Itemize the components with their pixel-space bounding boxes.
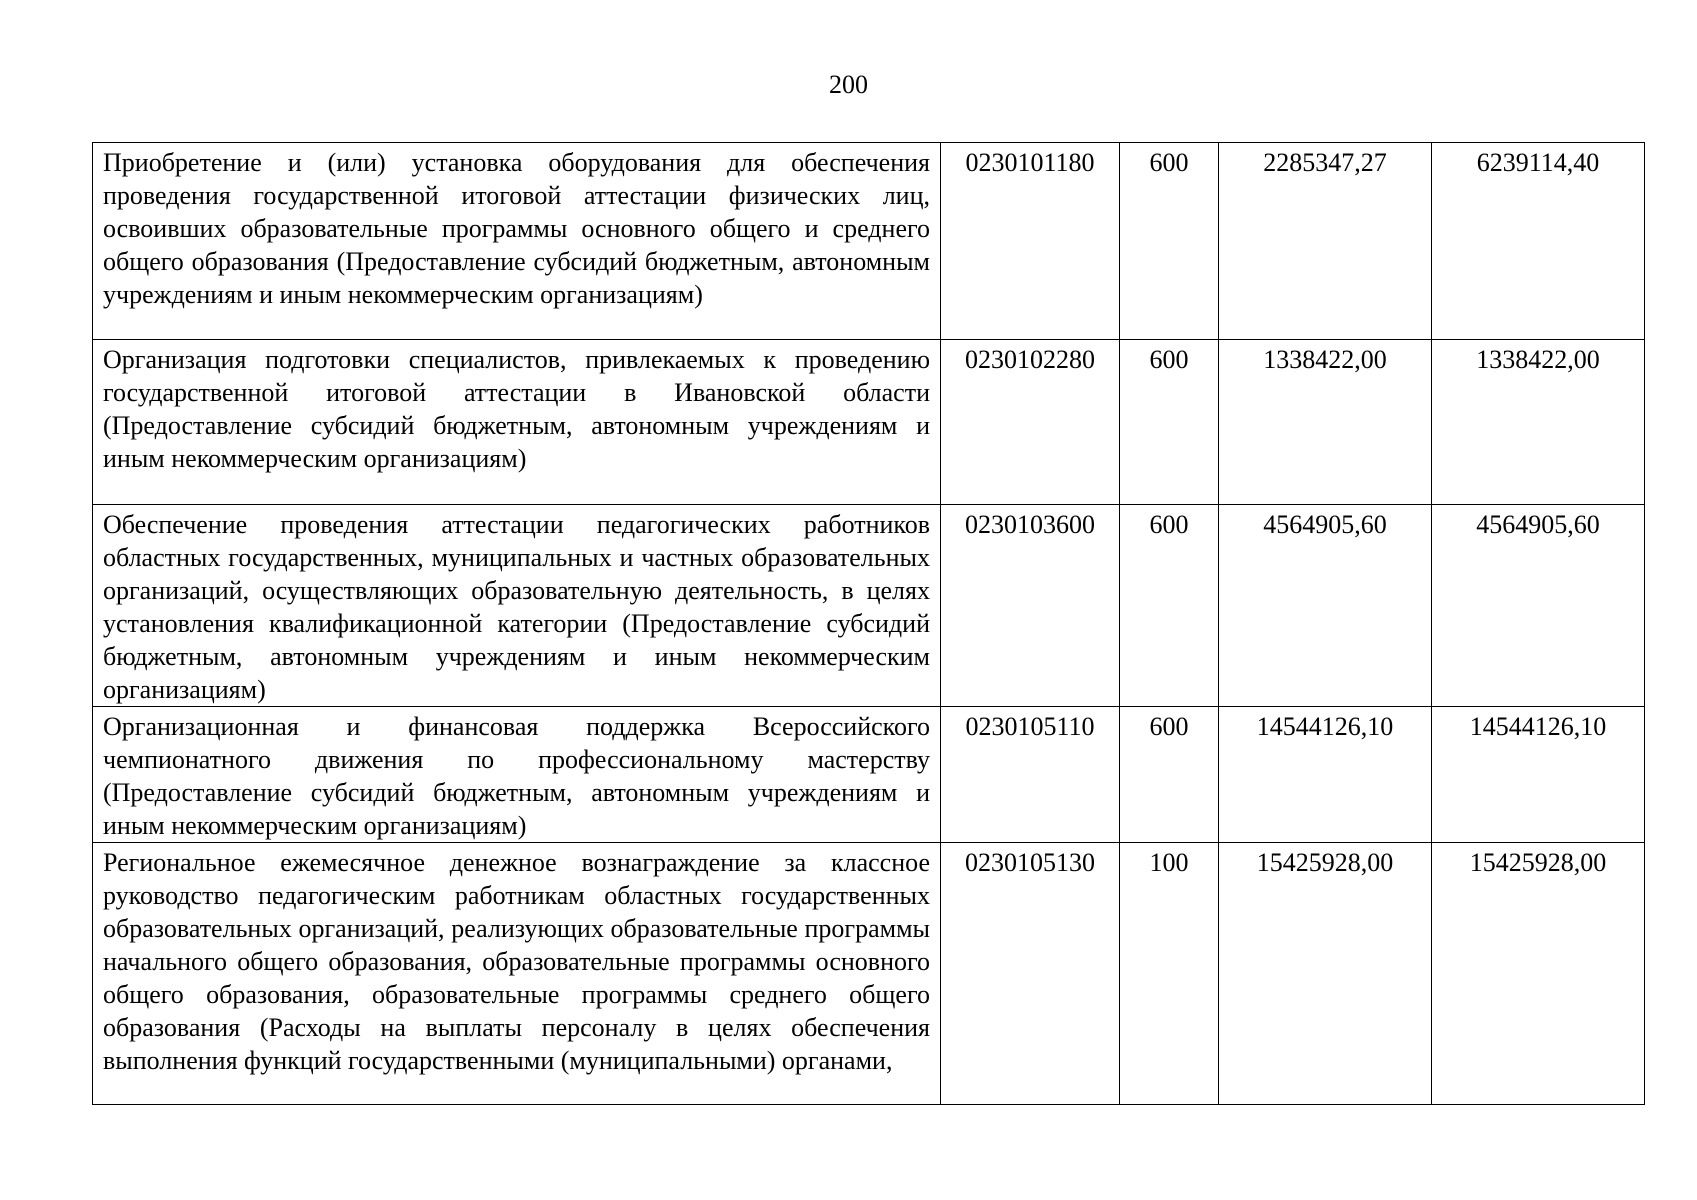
row-amount-2: 4564905,60: [1432, 505, 1645, 707]
row-amount-2: 1338422,00: [1432, 340, 1645, 505]
row-description: Приобретение и (или) установка оборудования для обеспечения проведения государственной итоговой аттестации физических лиц, освоивших образовательные программы основного общего и среднего общего образования (Предоставление субсидий бюджетным, автономным учреждениям и иным некоммерческим организациям): [93, 143, 941, 340]
row-description: Организационная и финансовая поддержка Всероссийского чемпионатного движения по профессиональному мастерству (Предоставление субсидий бюджетным, автономным учреждениям и иным некоммерческим организациям): [93, 707, 941, 843]
budget-table: [92, 142, 1645, 1105]
row-amount-1: 4564905,60: [1219, 505, 1432, 707]
row-type: 600: [1120, 143, 1219, 340]
row-amount-1: 2285347,27: [1219, 143, 1432, 340]
row-code: 0230103600: [941, 505, 1120, 707]
row-type: 600: [1120, 505, 1219, 707]
row-code: 0230102280: [941, 340, 1120, 505]
table-row: [93, 843, 1645, 1105]
row-amount-2: 6239114,40: [1432, 143, 1645, 340]
table-row: [93, 340, 1645, 505]
row-amount-1: 1338422,00: [1219, 340, 1432, 505]
row-description: Обеспечение проведения аттестации педагогических работников областных государственных, муниципальных и частных образовательных организаций, осуществляющих образовательную деятельность, в целях установления квалификационной категории (Предоставление субсидий бюджетным, автономным учреждениям и иным некоммерческим организациям): [93, 505, 941, 707]
row-amount-2: 14544126,10: [1432, 707, 1645, 843]
row-description: Организация подготовки специалистов, привлекаемых к проведению государственной итоговой аттестации в Ивановской области (Предоставление субсидий бюджетным, автономным учреждениям и иным некоммерческим организациям): [93, 340, 941, 505]
table-row: [93, 505, 1645, 707]
row-amount-1: 15425928,00: [1219, 843, 1432, 1105]
row-type: 600: [1120, 340, 1219, 505]
row-amount-2: 15425928,00: [1432, 843, 1645, 1105]
row-code: 0230105130: [941, 843, 1120, 1105]
row-code: 0230105110: [941, 707, 1120, 843]
table-row: [93, 143, 1645, 340]
row-description: Региональное ежемесячное денежное вознаграждение за классное руководство педагогическим работникам областных государственных образовательных организаций, реализующих образовательные программы начального общего образования, образовательные программы основного общего образования, образовательные программы среднего общего образования (Расходы на выплаты персоналу в целях обеспечения выполнения функций государственными (муниципальными) органами,: [93, 843, 941, 1105]
table-row: [93, 707, 1645, 843]
row-type: 100: [1120, 843, 1219, 1105]
page-number: 200: [829, 70, 868, 99]
row-type: 600: [1120, 707, 1219, 843]
row-amount-1: 14544126,10: [1219, 707, 1432, 843]
row-code: 0230101180: [941, 143, 1120, 340]
